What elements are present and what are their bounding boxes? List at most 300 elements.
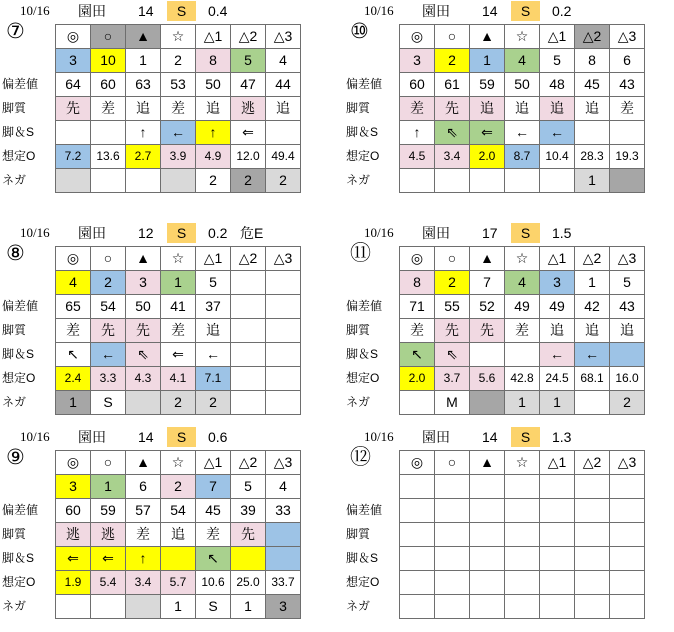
- table-cell: 1: [470, 49, 505, 73]
- mark-row: [400, 25, 645, 49]
- table-cell: [91, 169, 126, 193]
- expected-odds-row: [400, 367, 645, 391]
- panel-header: [0, 0, 330, 22]
- table-cell: 4.1: [161, 367, 196, 391]
- expected-odds-row: [56, 145, 301, 169]
- table-cell: 33.7: [266, 571, 301, 595]
- table-cell: [400, 475, 435, 499]
- table-cell: 4.9: [196, 145, 231, 169]
- leg-speed-row: [400, 547, 645, 571]
- table-cell: 8: [400, 271, 435, 295]
- table-cell: 逃: [56, 523, 91, 547]
- panel-header: [0, 426, 330, 448]
- table-cell: 2: [91, 271, 126, 295]
- table-cell: 差: [400, 319, 435, 343]
- table-cell: ○: [435, 451, 470, 475]
- table-cell: [470, 169, 505, 193]
- table-cell: [470, 343, 505, 367]
- table-cell: 7.2: [56, 145, 91, 169]
- table-cell: 52: [470, 295, 505, 319]
- table-cell: [575, 547, 610, 571]
- table-cell: 48: [540, 73, 575, 97]
- table-cell: [266, 319, 301, 343]
- race-number: ⑦: [6, 20, 25, 43]
- table-cell: [231, 319, 266, 343]
- table-cell: ↑: [126, 547, 161, 571]
- horse-number-row: [56, 475, 301, 499]
- table-cell: [400, 547, 435, 571]
- table-cell: ▲: [470, 451, 505, 475]
- row-label: 脚質: [346, 527, 371, 541]
- table-cell: 2: [231, 169, 266, 193]
- table-cell: 3.9: [161, 145, 196, 169]
- race-number: ⑧: [6, 242, 25, 265]
- row-label: 偏差値: [2, 299, 39, 313]
- table-cell: 2.4: [56, 367, 91, 391]
- table-cell: 3: [266, 595, 301, 619]
- table-cell: ←: [161, 121, 196, 145]
- running-style-row: [400, 523, 645, 547]
- grade-badge: S: [167, 223, 196, 243]
- field-size: 12: [138, 225, 154, 241]
- table-cell: 3: [56, 49, 91, 73]
- table-cell: ○: [435, 25, 470, 49]
- table-cell: [575, 475, 610, 499]
- table-cell: 1: [91, 475, 126, 499]
- table-cell: [126, 595, 161, 619]
- table-cell: [470, 391, 505, 415]
- table-cell: [435, 475, 470, 499]
- table-cell: [435, 499, 470, 523]
- table-cell: [266, 271, 301, 295]
- table-cell: 12.0: [231, 145, 266, 169]
- table-cell: 8.7: [505, 145, 540, 169]
- table-cell: [400, 391, 435, 415]
- table-cell: [470, 571, 505, 595]
- deviation-row: [400, 499, 645, 523]
- venue-name: 園田: [422, 3, 450, 19]
- table-cell: 先: [470, 319, 505, 343]
- table-cell: 追: [470, 97, 505, 121]
- table-cell: 差: [161, 97, 196, 121]
- table-cell: ◎: [400, 25, 435, 49]
- table-cell: [161, 547, 196, 571]
- table-cell: [505, 595, 540, 619]
- table-cell: 10.4: [540, 145, 575, 169]
- table-cell: [91, 121, 126, 145]
- table-cell: [610, 523, 645, 547]
- field-size: 14: [482, 3, 498, 19]
- table-cell: 8: [575, 49, 610, 73]
- table-cell: 1.9: [56, 571, 91, 595]
- table-cell: 28.3: [575, 145, 610, 169]
- table-cell: 19.3: [610, 145, 645, 169]
- race-panel-11: [344, 222, 674, 422]
- race-panel-9: [0, 426, 330, 626]
- table-cell: ◎: [56, 451, 91, 475]
- race-panel-10: [344, 0, 674, 200]
- row-label: 脚＆S: [346, 125, 379, 139]
- table-cell: [266, 343, 301, 367]
- row-label: 想定O: [2, 575, 36, 589]
- prediction-table: [399, 450, 645, 619]
- row-label: 偏差値: [346, 503, 383, 517]
- table-cell: 2: [196, 169, 231, 193]
- table-cell: [540, 571, 575, 595]
- table-cell: 5: [610, 271, 645, 295]
- table-cell: 1: [505, 391, 540, 415]
- row-label: ネガ: [346, 599, 371, 613]
- table-cell: ○: [91, 247, 126, 271]
- running-style-row: [56, 523, 301, 547]
- table-cell: [266, 391, 301, 415]
- table-cell: ↑: [400, 121, 435, 145]
- table-cell: △2: [575, 25, 610, 49]
- table-cell: M: [435, 391, 470, 415]
- table-cell: 先: [91, 319, 126, 343]
- table-cell: [505, 169, 540, 193]
- grade-badge: S: [511, 223, 540, 243]
- table-cell: 7: [196, 475, 231, 499]
- table-cell: 1: [575, 169, 610, 193]
- table-cell: [126, 391, 161, 415]
- table-cell: [575, 595, 610, 619]
- table-cell: 49: [505, 295, 540, 319]
- table-cell: [540, 169, 575, 193]
- table-cell: ▲: [126, 451, 161, 475]
- negative-row: [400, 595, 645, 619]
- table-cell: 54: [161, 499, 196, 523]
- warning-label: 危E: [240, 225, 264, 241]
- table-cell: 50: [126, 295, 161, 319]
- running-style-row: [400, 97, 645, 121]
- table-cell: [470, 595, 505, 619]
- table-cell: 追: [610, 319, 645, 343]
- table-cell: [435, 523, 470, 547]
- table-cell: 5.7: [161, 571, 196, 595]
- expected-odds-row: [56, 571, 301, 595]
- running-style-row: [400, 319, 645, 343]
- table-cell: 1: [126, 49, 161, 73]
- venue-name: 園田: [78, 429, 106, 445]
- row-label: 脚＆S: [346, 551, 379, 565]
- table-cell: 41: [161, 295, 196, 319]
- table-cell: [540, 595, 575, 619]
- deviation-row: [400, 73, 645, 97]
- table-cell: 3.7: [435, 367, 470, 391]
- table-cell: 4: [266, 475, 301, 499]
- deviation-row: [56, 499, 301, 523]
- table-cell: 差: [505, 319, 540, 343]
- table-cell: [400, 169, 435, 193]
- table-cell: △2: [231, 247, 266, 271]
- table-cell: 2.0: [400, 367, 435, 391]
- table-cell: 3: [56, 475, 91, 499]
- table-cell: 差: [126, 523, 161, 547]
- table-cell: ←: [505, 121, 540, 145]
- table-cell: △1: [540, 451, 575, 475]
- table-cell: 37: [196, 295, 231, 319]
- table-cell: 追: [505, 97, 540, 121]
- table-cell: 2.0: [470, 145, 505, 169]
- table-cell: [505, 343, 540, 367]
- table-cell: [91, 595, 126, 619]
- table-cell: 追: [575, 97, 610, 121]
- negative-row: [400, 391, 645, 415]
- expected-odds-row: [56, 367, 301, 391]
- table-cell: ⇐: [231, 121, 266, 145]
- table-cell: ▲: [126, 247, 161, 271]
- pace-value: 0.6: [208, 429, 228, 445]
- table-cell: 3: [126, 271, 161, 295]
- table-cell: 2: [161, 49, 196, 73]
- table-cell: ▲: [126, 25, 161, 49]
- table-cell: 10: [91, 49, 126, 73]
- table-cell: 43: [610, 73, 645, 97]
- race-date: 10/16: [20, 429, 50, 444]
- table-cell: ◎: [400, 451, 435, 475]
- venue-name: 園田: [422, 225, 450, 241]
- table-cell: ↖: [56, 343, 91, 367]
- race-panel-7: [0, 0, 330, 200]
- table-cell: ☆: [505, 247, 540, 271]
- table-cell: 先: [126, 319, 161, 343]
- row-label: ネガ: [346, 173, 371, 187]
- row-label: 偏差値: [2, 77, 39, 91]
- table-cell: 7.1: [196, 367, 231, 391]
- table-cell: ↖: [196, 547, 231, 571]
- table-cell: △3: [610, 247, 645, 271]
- table-cell: △2: [231, 25, 266, 49]
- row-label: 脚質: [346, 101, 371, 115]
- table-cell: 53: [161, 73, 196, 97]
- table-cell: 59: [91, 499, 126, 523]
- grade-badge: S: [511, 1, 540, 21]
- row-label: 偏差値: [2, 503, 39, 517]
- table-cell: [266, 367, 301, 391]
- race-date: 10/16: [364, 3, 394, 18]
- table-cell: 61: [435, 73, 470, 97]
- table-cell: 54: [91, 295, 126, 319]
- table-cell: [505, 571, 540, 595]
- table-cell: 1: [575, 271, 610, 295]
- table-cell: ←: [196, 343, 231, 367]
- row-label: ネガ: [2, 173, 27, 187]
- horse-number-row: [56, 49, 301, 73]
- leg-speed-row: [56, 343, 301, 367]
- table-cell: 24.5: [540, 367, 575, 391]
- table-cell: △2: [575, 247, 610, 271]
- table-cell: 1: [540, 391, 575, 415]
- table-cell: △2: [231, 451, 266, 475]
- table-cell: 追: [161, 523, 196, 547]
- table-cell: ☆: [161, 25, 196, 49]
- table-cell: S: [196, 595, 231, 619]
- table-cell: [231, 367, 266, 391]
- table-cell: 逃: [231, 97, 266, 121]
- pace-value: 0.4: [208, 3, 228, 19]
- row-label: 偏差値: [346, 299, 383, 313]
- pace-value: 1.3: [552, 429, 572, 445]
- row-label: ネガ: [2, 599, 27, 613]
- table-cell: [56, 595, 91, 619]
- row-label: 脚＆S: [2, 347, 35, 361]
- table-cell: [470, 523, 505, 547]
- race-number: ⑨: [6, 446, 25, 469]
- table-cell: 4: [266, 49, 301, 73]
- table-cell: ◎: [56, 25, 91, 49]
- table-cell: 差: [196, 523, 231, 547]
- table-cell: 2: [161, 475, 196, 499]
- deviation-row: [400, 295, 645, 319]
- table-cell: 5.4: [91, 571, 126, 595]
- table-cell: 4: [505, 271, 540, 295]
- table-cell: 60: [400, 73, 435, 97]
- table-cell: [56, 121, 91, 145]
- row-label: 想定O: [2, 149, 36, 163]
- table-cell: [610, 499, 645, 523]
- table-cell: 2: [610, 391, 645, 415]
- table-cell: 71: [400, 295, 435, 319]
- race-panel-8: [0, 222, 330, 422]
- running-style-row: [56, 319, 301, 343]
- table-cell: 1: [161, 595, 196, 619]
- row-label: ネガ: [346, 395, 371, 409]
- table-cell: 4: [505, 49, 540, 73]
- table-cell: △3: [266, 25, 301, 49]
- table-cell: 45: [196, 499, 231, 523]
- table-cell: 追: [540, 319, 575, 343]
- table-cell: [610, 475, 645, 499]
- horse-number-row: [56, 271, 301, 295]
- table-cell: [435, 571, 470, 595]
- table-cell: ☆: [161, 451, 196, 475]
- table-cell: 3.3: [91, 367, 126, 391]
- table-cell: ←: [91, 343, 126, 367]
- table-cell: [231, 343, 266, 367]
- table-cell: 39: [231, 499, 266, 523]
- mark-row: [56, 247, 301, 271]
- panel-header: [0, 222, 330, 244]
- table-cell: 4.3: [126, 367, 161, 391]
- panel-header: [344, 0, 674, 22]
- row-label: 偏差値: [346, 77, 383, 91]
- table-cell: 49.4: [266, 145, 301, 169]
- table-cell: △1: [196, 247, 231, 271]
- deviation-row: [56, 73, 301, 97]
- table-cell: 44: [266, 73, 301, 97]
- table-cell: ☆: [505, 451, 540, 475]
- table-cell: 6: [126, 475, 161, 499]
- table-cell: [56, 169, 91, 193]
- grade-badge: S: [167, 427, 196, 447]
- table-cell: △3: [266, 247, 301, 271]
- table-cell: 25.0: [231, 571, 266, 595]
- table-cell: [400, 499, 435, 523]
- mark-row: [56, 25, 301, 49]
- table-cell: 68.1: [575, 367, 610, 391]
- table-cell: [540, 523, 575, 547]
- table-cell: [540, 547, 575, 571]
- table-cell: 45: [575, 73, 610, 97]
- table-cell: ⇐: [161, 343, 196, 367]
- mark-row: [56, 451, 301, 475]
- table-cell: [231, 295, 266, 319]
- horse-number-row: [400, 271, 645, 295]
- table-cell: △1: [540, 247, 575, 271]
- row-label: 想定O: [346, 371, 380, 385]
- table-cell: ☆: [161, 247, 196, 271]
- table-cell: ↖: [400, 343, 435, 367]
- table-cell: 逃: [91, 523, 126, 547]
- table-cell: [435, 547, 470, 571]
- expected-odds-row: [400, 145, 645, 169]
- table-cell: 先: [56, 97, 91, 121]
- field-size: 14: [138, 429, 154, 445]
- table-cell: 2: [161, 391, 196, 415]
- table-cell: △2: [575, 451, 610, 475]
- table-cell: 1: [56, 391, 91, 415]
- table-cell: ⇖: [435, 343, 470, 367]
- field-size: 14: [482, 429, 498, 445]
- table-cell: 3: [540, 271, 575, 295]
- table-cell: [435, 169, 470, 193]
- race-number: ⑫: [350, 446, 371, 469]
- table-cell: 差: [56, 319, 91, 343]
- row-label: 脚質: [2, 323, 27, 337]
- table-cell: [161, 169, 196, 193]
- race-date: 10/16: [20, 225, 50, 240]
- leg-speed-row: [400, 343, 645, 367]
- table-cell: 追: [266, 97, 301, 121]
- table-cell: [266, 121, 301, 145]
- field-size: 17: [482, 225, 498, 241]
- prediction-table: [55, 246, 301, 415]
- table-cell: △3: [610, 451, 645, 475]
- table-cell: 43: [610, 295, 645, 319]
- table-cell: 2: [435, 49, 470, 73]
- prediction-table: [55, 24, 301, 193]
- table-cell: 差: [400, 97, 435, 121]
- table-cell: [470, 475, 505, 499]
- table-cell: [400, 523, 435, 547]
- table-cell: ▲: [470, 25, 505, 49]
- table-cell: S: [91, 391, 126, 415]
- table-cell: ○: [91, 25, 126, 49]
- mark-row: [400, 451, 645, 475]
- table-cell: 追: [126, 97, 161, 121]
- panel-header: [344, 222, 674, 244]
- table-cell: 3.4: [126, 571, 161, 595]
- grade-badge: S: [167, 1, 196, 21]
- table-cell: ◎: [400, 247, 435, 271]
- table-cell: 16.0: [610, 367, 645, 391]
- table-cell: △1: [196, 451, 231, 475]
- running-style-row: [56, 97, 301, 121]
- table-cell: [400, 595, 435, 619]
- table-cell: 6: [610, 49, 645, 73]
- venue-name: 園田: [422, 429, 450, 445]
- table-cell: 5: [231, 475, 266, 499]
- race-date: 10/16: [20, 3, 50, 18]
- table-cell: 2: [196, 391, 231, 415]
- pace-value: 0.2: [552, 3, 572, 19]
- table-cell: 50: [196, 73, 231, 97]
- table-cell: [505, 475, 540, 499]
- table-cell: 8: [196, 49, 231, 73]
- deviation-row: [56, 295, 301, 319]
- table-cell: [610, 169, 645, 193]
